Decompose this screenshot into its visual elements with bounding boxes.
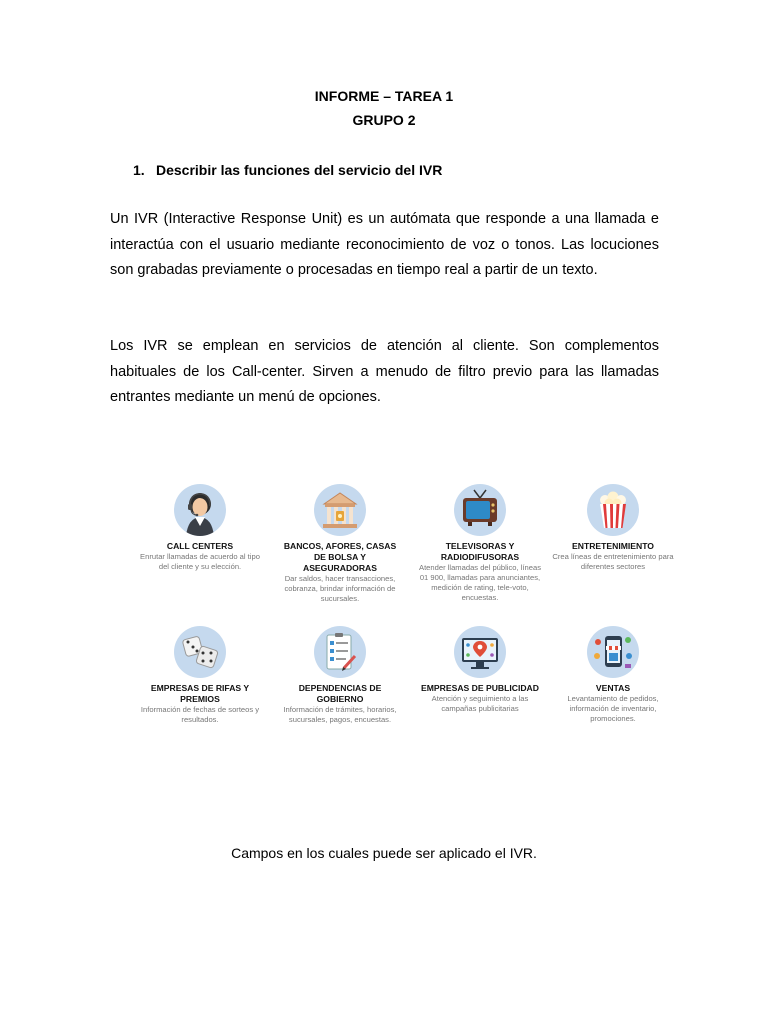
paragraph-ivr-usage: Los IVR se emplean en servicios de atención al cliente. Son complementos habituales de los Call-center. Sirven a menudo de filtro previo para las llamadas entrantes mediante un menú de opciones.: [110, 338, 659, 405]
item-title: VENTAS: [595, 683, 631, 693]
television-icon: [454, 484, 506, 536]
infographic-item-ventas: [550, 626, 676, 724]
item-title: ENTRETENIMIENTO: [572, 541, 654, 551]
advertising-monitor-icon: [454, 626, 506, 678]
item-title: BANCOS, AFORES, CASAS DE BOLSA Y ASEGURADORAS: [283, 541, 397, 573]
item-title: EMPRESAS DE RIFAS Y PREMIOS: [150, 683, 250, 704]
item-title: TELEVISORAS Y RADIODIFUSORAS: [440, 541, 520, 562]
paragraph-ivr-definition: Un IVR (Interactive Response Unit) es un autómata que responde a una llamada e interactúa con el usuario mediante reconocimiento de voz o tonos. Las locuciones son grabadas previamente o procesadas en tiempo real a partir de un texto.: [110, 211, 659, 278]
item-title: EMPRESAS DE PUBLICIDAD: [421, 683, 539, 693]
infographic-item-entretenimiento: [550, 484, 676, 572]
popcorn-icon: [587, 484, 639, 536]
item-description: Atención y seguimiento a las campañas publicitarias: [431, 694, 529, 713]
item-description: Información de trámites, horarios, sucursales, pagos, encuestas.: [283, 705, 397, 724]
item-description: Crea líneas de entretenimiento para diferentes sectores: [552, 552, 674, 571]
item-description: Dar saldos, hacer transacciones, cobranza, brindar información de sucursales.: [284, 574, 396, 603]
item-description: Atender llamadas del público, líneas 01 900, llamadas para anunciantes, medición de rating, tele-voto, encuestas.: [419, 563, 541, 602]
document-subtitle: GRUPO 2: [352, 112, 416, 128]
infographic-item-publicidad: [417, 626, 543, 714]
checklist-clipboard-icon: [314, 626, 366, 678]
infographic-item-televisoras: [417, 484, 543, 603]
section-number: 1.: [133, 162, 145, 178]
infographic-item-call-centers: [137, 484, 263, 572]
infographic-item-gobierno: [277, 626, 403, 725]
document-title: INFORME – TAREA 1: [314, 88, 454, 104]
call-center-agent-icon: [174, 484, 226, 536]
figure-caption: Campos en los cuales puede ser aplicado el IVR.: [231, 845, 537, 861]
item-title: CALL CENTERS: [166, 541, 234, 551]
bank-building-icon: [314, 484, 366, 536]
dice-icon: [174, 626, 226, 678]
mobile-shop-icon: [587, 626, 639, 678]
ivr-applications-infographic: [130, 484, 690, 754]
section-heading: [133, 162, 442, 178]
infographic-item-bancos: [277, 484, 403, 604]
item-description: Levantamiento de pedidos, información de inventario, promociones.: [567, 694, 659, 723]
section-heading-text: Describir las funciones del servicio del IVR: [156, 162, 443, 178]
item-description: Enrutar llamadas de acuerdo al tipo del cliente y su elección.: [140, 552, 260, 571]
infographic-item-rifas: [137, 626, 263, 725]
item-description: Información de fechas de sorteos y resultados.: [140, 705, 260, 724]
item-title: DEPENDENCIAS DE GOBIERNO: [298, 683, 382, 704]
